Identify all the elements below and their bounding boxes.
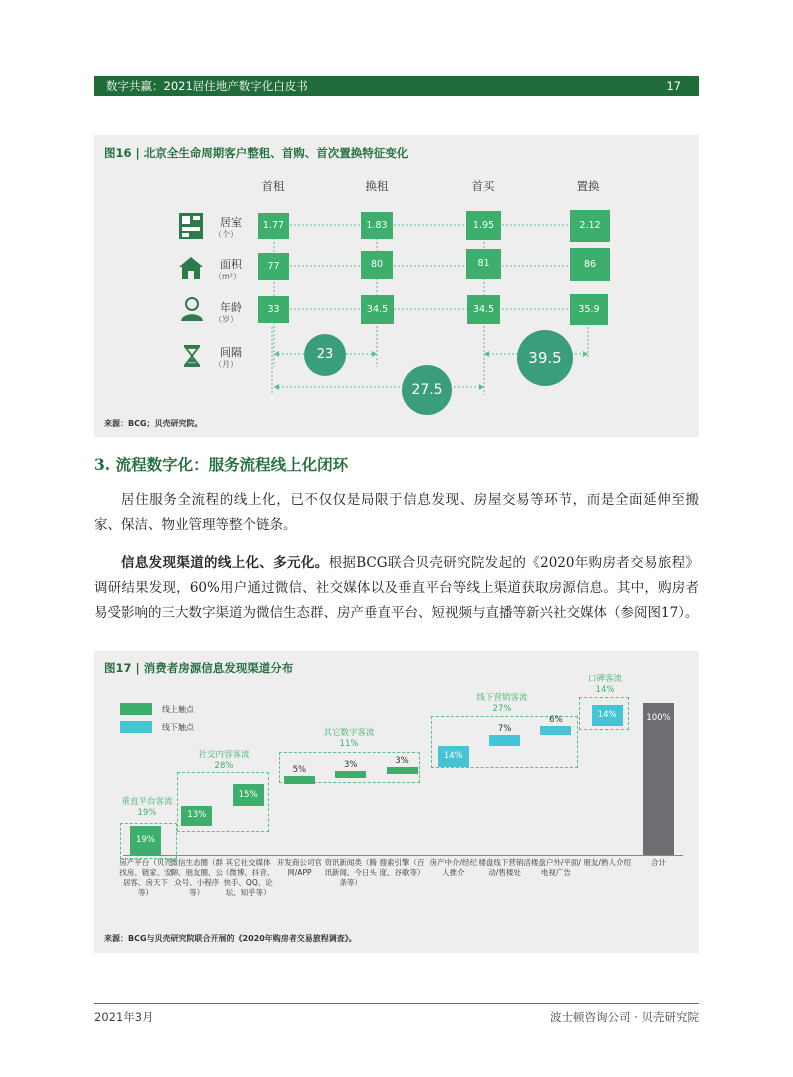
waterfall-value-label-2: 15% xyxy=(238,789,258,800)
legend-swatch-offline xyxy=(120,721,152,733)
row-label-rooms: 居室 xyxy=(220,216,242,229)
waterfall-bar-8 xyxy=(540,714,571,735)
waterfall-bar-4 xyxy=(335,760,366,778)
paragraph-1-text: 居住服务全流程的线上化，已不仅仅是局限于信息发现、房屋交易等环节，而是全面延伸至搬家、保洁、物业管理等整个链条。 xyxy=(94,492,699,533)
col-head-change-rent: 换租 xyxy=(365,179,389,193)
box-rooms-replace: 2.12 xyxy=(570,210,610,242)
category-label-1: 微信生态圈（群聊、朋友圈、公众号、小程序等） xyxy=(170,858,224,897)
footer-rule xyxy=(94,1003,699,1004)
box-rooms-first-buy: 1.95 xyxy=(466,211,501,240)
figure-17-title: 图17 | 消费者房源信息发现渠道分布 xyxy=(104,661,294,675)
box-area-replace: 86 xyxy=(570,248,610,281)
group-pct-other-digital: 11% xyxy=(339,739,359,749)
row-unit-area: （m²） xyxy=(214,272,241,281)
section-title: 3. 流程数字化：服务流程线上化闭环 xyxy=(94,455,349,474)
legend-swatch-online xyxy=(120,703,152,715)
group-name-offline: 线下营销客流 xyxy=(476,693,528,703)
waterfall-value-label-8: 6% xyxy=(549,714,563,725)
category-label-10: 合计 xyxy=(651,858,666,867)
paragraph-2-lead: 信息发现渠道的线上化、多元化。 xyxy=(121,555,329,571)
waterfall-value-label-1: 13% xyxy=(187,810,207,821)
box-age-first-buy: 34.5 xyxy=(467,295,500,324)
interval-circle-rent: 23 xyxy=(304,334,346,376)
box-rooms-change-rent: 1.83 xyxy=(361,212,393,239)
category-label-3: 开发商公司官网/APP xyxy=(276,858,322,877)
waterfall-value-label-5: 3% xyxy=(395,755,409,766)
category-label-4: 资讯新闻类（腾讯新闻、今日头条等） xyxy=(324,858,377,887)
box-rooms-first-rent: 1.77 xyxy=(258,213,289,239)
chart-baseline xyxy=(123,855,683,856)
waterfall-value-label-0: 19% xyxy=(136,835,155,846)
row-unit-rooms: （个） xyxy=(214,230,238,239)
group-label-vertical xyxy=(108,797,186,819)
group-pct-social: 28% xyxy=(214,761,234,771)
group-name-word-of-mouth: 口碑客流 xyxy=(587,674,622,684)
paragraph-2-text: 根据BCG联合贝壳研究院发起的《2020年购房者交易旅程》调研结果发现，60%用户通过微信、社交媒体以及垂直平台等线上渠道获取房源信息。其中，购房者易受影响的三大数字渠道为微信生态群、房产垂直平台、短视频与直播等新兴社交媒体（参阅图17）。 xyxy=(94,555,700,621)
box-area-first-buy: 81 xyxy=(466,249,501,279)
box-age-replace: 35.9 xyxy=(570,294,608,325)
waterfall-bar-1 xyxy=(181,806,212,826)
page-number: 17 xyxy=(666,79,681,93)
waterfall-value-label-4: 3% xyxy=(343,760,358,771)
group-pct-word-of-mouth: 14% xyxy=(595,685,615,695)
footer-date: 2021年3月 xyxy=(94,1010,154,1024)
category-label-2: 其它社交媒体（微博、抖音、快手、QQ、论坛、知乎等） xyxy=(221,858,275,897)
interval-circle-replace: 39.5 xyxy=(517,330,573,386)
row-label-age: 年龄 xyxy=(220,301,242,314)
category-label-8: 楼盘户外/平面/电视广告 xyxy=(530,858,581,877)
waterfall-bar-2 xyxy=(233,784,264,807)
figure-16-source: 来源：BCG；贝壳研究院。 xyxy=(104,419,203,428)
group-pct-vertical: 19% xyxy=(137,808,157,818)
waterfall-value-label-3: 5% xyxy=(292,764,307,775)
waterfall-bar-0 xyxy=(130,826,161,855)
group-label-other-digital xyxy=(310,728,388,750)
waterfall-bar-7 xyxy=(489,723,520,746)
waterfall-value-label-6: 14% xyxy=(443,750,463,761)
paragraph-1 xyxy=(94,488,699,538)
waterfall-value-label-7: 7% xyxy=(497,723,512,734)
category-label-9: 朋友/熟人介绍 xyxy=(583,858,631,867)
document-title: 数字共赢：2021居住地产数字化白皮书 xyxy=(106,79,308,93)
waterfall-bar-10 xyxy=(643,703,674,855)
legend-label-offline: 线下触点 xyxy=(162,723,194,732)
box-area-first-rent: 77 xyxy=(258,253,289,280)
col-head-replace: 置换 xyxy=(576,179,600,193)
interval-circle-first-buy: 27.5 xyxy=(402,365,452,415)
legend-label-online: 线上触点 xyxy=(162,705,194,714)
row-label-interval: 间隔 xyxy=(220,346,242,359)
row-unit-interval: （月） xyxy=(214,360,238,369)
category-label-5: 搜索引擎（百度、谷歌等） xyxy=(379,858,425,877)
waterfall-bar-9 xyxy=(592,705,623,726)
figure-16-title: 图16 | 北京全生命周期客户整租、首购、首次置换特征变化 xyxy=(104,146,409,160)
header-bar xyxy=(94,76,699,96)
paragraph-2 xyxy=(94,551,699,626)
category-label-7: 楼盘线下营销活动/售楼处 xyxy=(478,858,531,877)
waterfall-bar-3 xyxy=(284,764,315,784)
category-label-0: 房产平台（贝壳找房、链家、安居客、房天下等） xyxy=(119,858,172,897)
group-pct-offline: 27% xyxy=(492,704,512,714)
col-head-first-rent: 首租 xyxy=(261,179,285,193)
group-label-social xyxy=(185,750,263,772)
waterfall-bar-6 xyxy=(438,746,469,767)
col-head-first-buy: 首买 xyxy=(471,179,495,193)
figure-17-source: 来源：BCG与贝壳研究院联合开展的《2020年购房者交易旅程调查》。 xyxy=(104,934,357,943)
row-label-area: 面积 xyxy=(220,258,242,271)
footer-org: 波士顿咨询公司 · 贝壳研究院 xyxy=(550,1010,699,1024)
row-unit-age: （岁） xyxy=(214,315,238,324)
waterfall-value-label-10: 100% xyxy=(646,713,671,723)
box-age-change-rent: 34.5 xyxy=(361,295,394,324)
waterfall-bar-5 xyxy=(387,755,418,774)
group-name-social: 社交内容客流 xyxy=(198,750,250,760)
box-area-change-rent: 80 xyxy=(361,251,393,279)
figure-16-guides xyxy=(94,135,699,437)
group-name-vertical: 垂直平台客流 xyxy=(121,797,173,807)
group-name-other-digital: 其它数字客流 xyxy=(323,728,375,738)
waterfall-value-label-9: 14% xyxy=(597,709,617,720)
box-age-first-rent: 33 xyxy=(258,296,289,323)
category-label-6: 房产中介/经纪人推介 xyxy=(429,858,478,877)
group-label-offline xyxy=(463,693,541,715)
group-label-word-of-mouth xyxy=(570,674,640,696)
